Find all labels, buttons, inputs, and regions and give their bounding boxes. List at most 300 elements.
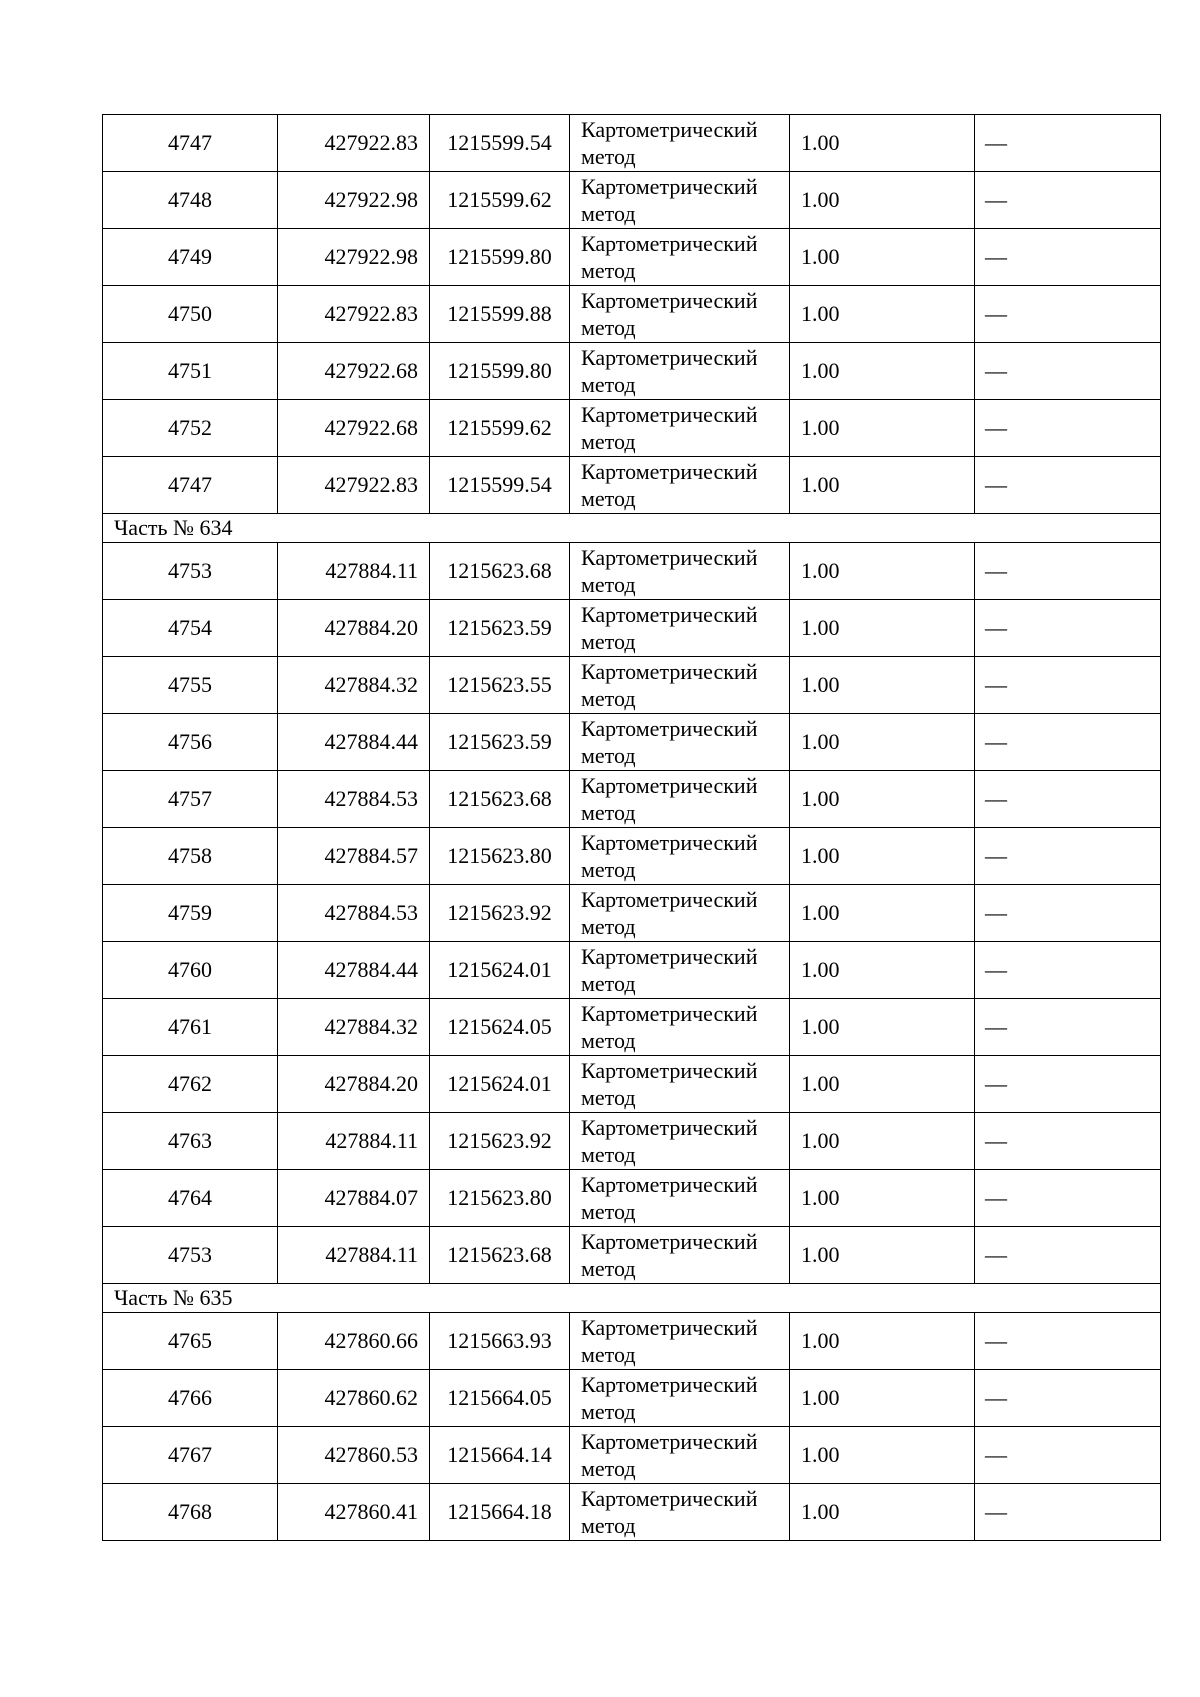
method-line-2: метод	[581, 429, 636, 454]
point-number-cell	[103, 1056, 278, 1113]
method-line-1: Картометрический	[581, 288, 758, 313]
method-line-1: Картометрический	[581, 545, 758, 570]
coord-y-cell	[430, 229, 570, 286]
description-value: —	[985, 1242, 1007, 1267]
method-cell	[570, 1227, 790, 1284]
section-header-row	[103, 1284, 1161, 1313]
coord-x-value: 427860.41	[324, 1499, 418, 1524]
method-line-1: Картометрический	[581, 1229, 758, 1254]
coord-x-value: 427922.68	[324, 358, 418, 383]
table-row	[103, 286, 1161, 343]
coord-y-cell	[430, 286, 570, 343]
point-number-cell	[103, 115, 278, 172]
method-cell	[570, 999, 790, 1056]
coord-y-value: 1215664.18	[447, 1499, 552, 1524]
description-cell	[975, 1427, 1161, 1484]
method-line-2: метод	[581, 629, 636, 654]
coord-x-cell	[278, 400, 430, 457]
coord-x-value: 427860.62	[324, 1385, 418, 1410]
coord-y-cell	[430, 543, 570, 600]
coord-y-cell	[430, 1170, 570, 1227]
accuracy-cell	[790, 115, 975, 172]
description-value: —	[985, 301, 1007, 326]
method-line-2: метод	[581, 686, 636, 711]
coord-x-value: 427884.44	[324, 957, 418, 982]
accuracy-cell	[790, 657, 975, 714]
method-line-1: Картометрический	[581, 231, 758, 256]
table-row	[103, 172, 1161, 229]
coord-y-cell	[430, 1313, 570, 1370]
method-line-1: Картометрический	[581, 830, 758, 855]
coord-x-value: 427922.68	[324, 415, 418, 440]
point-number-value: 4763	[168, 1128, 212, 1153]
coord-y-value: 1215599.62	[447, 187, 552, 212]
method-cell	[570, 771, 790, 828]
coord-x-value: 427884.32	[324, 672, 418, 697]
point-number-cell	[103, 457, 278, 514]
method-line-1: Картометрический	[581, 773, 758, 798]
coord-y-cell	[430, 600, 570, 657]
table-row	[103, 942, 1161, 999]
method-line-1: Картометрический	[581, 1172, 758, 1197]
point-number-cell	[103, 771, 278, 828]
coord-x-cell	[278, 885, 430, 942]
coord-y-cell	[430, 1227, 570, 1284]
point-number-value: 4751	[168, 358, 212, 383]
table-row	[103, 999, 1161, 1056]
coord-y-cell	[430, 115, 570, 172]
point-number-cell	[103, 828, 278, 885]
method-cell	[570, 828, 790, 885]
coord-x-cell	[278, 343, 430, 400]
description-cell	[975, 771, 1161, 828]
method-line-2: метод	[581, 572, 636, 597]
description-value: —	[985, 615, 1007, 640]
description-value: —	[985, 729, 1007, 754]
table-row	[103, 714, 1161, 771]
accuracy-value: 1.00	[801, 1128, 840, 1153]
accuracy-cell	[790, 828, 975, 885]
method-line-1: Картометрический	[581, 1001, 758, 1026]
point-number-cell	[103, 172, 278, 229]
coord-y-cell	[430, 172, 570, 229]
accuracy-cell	[790, 1227, 975, 1284]
method-cell	[570, 229, 790, 286]
accuracy-cell	[790, 1170, 975, 1227]
point-number-cell	[103, 1370, 278, 1427]
method-cell	[570, 1170, 790, 1227]
coord-x-value: 427922.83	[324, 301, 418, 326]
method-line-2: метод	[581, 1256, 636, 1281]
description-value: —	[985, 1499, 1007, 1524]
accuracy-cell	[790, 343, 975, 400]
coord-x-value: 427884.20	[324, 615, 418, 640]
accuracy-value: 1.00	[801, 358, 840, 383]
coord-x-cell	[278, 1484, 430, 1541]
method-cell	[570, 172, 790, 229]
method-line-1: Картометрический	[581, 1115, 758, 1140]
point-number-value: 4755	[168, 672, 212, 697]
method-cell	[570, 1113, 790, 1170]
description-cell	[975, 1484, 1161, 1541]
point-number-cell	[103, 286, 278, 343]
point-number-value: 4761	[168, 1014, 212, 1039]
table-row	[103, 828, 1161, 885]
point-number-value: 4768	[168, 1499, 212, 1524]
coord-y-value: 1215623.68	[447, 558, 552, 583]
coord-y-value: 1215599.80	[447, 244, 552, 269]
coord-y-cell	[430, 1484, 570, 1541]
coord-x-value: 427884.32	[324, 1014, 418, 1039]
coord-x-value: 427884.11	[325, 1128, 418, 1153]
description-cell	[975, 457, 1161, 514]
description-value: —	[985, 1328, 1007, 1353]
coord-y-cell	[430, 714, 570, 771]
method-line-1: Картометрический	[581, 402, 758, 427]
coord-x-cell	[278, 286, 430, 343]
method-cell	[570, 286, 790, 343]
method-cell	[570, 942, 790, 999]
description-cell	[975, 600, 1161, 657]
point-number-value: 4750	[168, 301, 212, 326]
section-header-row	[103, 514, 1161, 543]
point-number-cell	[103, 400, 278, 457]
description-cell	[975, 1056, 1161, 1113]
coord-x-cell	[278, 1313, 430, 1370]
coord-y-value: 1215599.80	[447, 358, 552, 383]
coord-y-value: 1215623.80	[447, 843, 552, 868]
accuracy-cell	[790, 1113, 975, 1170]
coord-y-cell	[430, 999, 570, 1056]
point-number-value: 4764	[168, 1185, 212, 1210]
method-line-2: метод	[581, 743, 636, 768]
method-line-2: метод	[581, 1342, 636, 1367]
accuracy-value: 1.00	[801, 843, 840, 868]
method-line-1: Картометрический	[581, 1315, 758, 1340]
method-line-2: метод	[581, 1513, 636, 1538]
description-cell	[975, 1170, 1161, 1227]
table-row	[103, 543, 1161, 600]
description-value: —	[985, 957, 1007, 982]
coord-x-cell	[278, 942, 430, 999]
method-line-1: Картометрический	[581, 1372, 758, 1397]
accuracy-cell	[790, 771, 975, 828]
table-row	[103, 1313, 1161, 1370]
description-cell	[975, 343, 1161, 400]
coord-x-cell	[278, 828, 430, 885]
coord-x-value: 427884.11	[325, 1242, 418, 1267]
description-cell	[975, 942, 1161, 999]
accuracy-cell	[790, 286, 975, 343]
table-row	[103, 229, 1161, 286]
coord-y-value: 1215599.62	[447, 415, 552, 440]
description-cell	[975, 229, 1161, 286]
description-value: —	[985, 472, 1007, 497]
coord-y-value: 1215624.05	[447, 1014, 552, 1039]
table-row	[103, 115, 1161, 172]
method-cell	[570, 600, 790, 657]
method-cell	[570, 343, 790, 400]
coord-y-cell	[430, 1113, 570, 1170]
description-value: —	[985, 415, 1007, 440]
method-line-1: Картометрический	[581, 887, 758, 912]
description-cell	[975, 1227, 1161, 1284]
table-row	[103, 771, 1161, 828]
coord-y-cell	[430, 1427, 570, 1484]
point-number-value: 4753	[168, 558, 212, 583]
table-row	[103, 457, 1161, 514]
table-row	[103, 1370, 1161, 1427]
accuracy-cell	[790, 1370, 975, 1427]
coord-x-value: 427922.83	[324, 472, 418, 497]
accuracy-cell	[790, 457, 975, 514]
coord-x-cell	[278, 115, 430, 172]
coord-x-cell	[278, 771, 430, 828]
method-line-2: метод	[581, 144, 636, 169]
coord-x-cell	[278, 1056, 430, 1113]
accuracy-cell	[790, 600, 975, 657]
coord-x-cell	[278, 543, 430, 600]
point-number-value: 4752	[168, 415, 212, 440]
table-row	[103, 885, 1161, 942]
point-number-value: 4762	[168, 1071, 212, 1096]
description-cell	[975, 115, 1161, 172]
accuracy-value: 1.00	[801, 1014, 840, 1039]
coord-x-value: 427884.44	[324, 729, 418, 754]
description-value: —	[985, 1442, 1007, 1467]
accuracy-value: 1.00	[801, 1442, 840, 1467]
method-cell	[570, 1427, 790, 1484]
method-line-1: Картометрический	[581, 459, 758, 484]
point-number-cell	[103, 657, 278, 714]
description-cell	[975, 1370, 1161, 1427]
accuracy-value: 1.00	[801, 1242, 840, 1267]
coord-x-cell	[278, 172, 430, 229]
section-title: Часть № 635	[103, 1284, 1161, 1313]
accuracy-value: 1.00	[801, 187, 840, 212]
coord-x-cell	[278, 714, 430, 771]
description-value: —	[985, 1128, 1007, 1153]
table-row	[103, 1170, 1161, 1227]
method-line-2: метод	[581, 1399, 636, 1424]
accuracy-value: 1.00	[801, 1328, 840, 1353]
method-line-2: метод	[581, 914, 636, 939]
description-value: —	[985, 130, 1007, 155]
accuracy-value: 1.00	[801, 1185, 840, 1210]
description-value: —	[985, 1385, 1007, 1410]
method-line-1: Картометрический	[581, 1486, 758, 1511]
table-row	[103, 343, 1161, 400]
coord-x-value: 427922.98	[324, 244, 418, 269]
accuracy-cell	[790, 400, 975, 457]
coord-y-cell	[430, 657, 570, 714]
coord-x-value: 427884.07	[324, 1185, 418, 1210]
accuracy-cell	[790, 543, 975, 600]
accuracy-cell	[790, 1427, 975, 1484]
method-line-1: Картометрический	[581, 659, 758, 684]
coord-y-value: 1215623.68	[447, 1242, 552, 1267]
coord-x-value: 427922.98	[324, 187, 418, 212]
coord-x-cell	[278, 1113, 430, 1170]
method-line-1: Картометрический	[581, 1058, 758, 1083]
method-cell	[570, 1370, 790, 1427]
coord-y-value: 1215599.88	[447, 301, 552, 326]
description-value: —	[985, 244, 1007, 269]
coord-x-cell	[278, 999, 430, 1056]
point-number-cell	[103, 1170, 278, 1227]
point-number-cell	[103, 1313, 278, 1370]
coord-y-cell	[430, 457, 570, 514]
method-cell	[570, 1313, 790, 1370]
section-title: Часть № 634	[103, 514, 1161, 543]
description-cell	[975, 400, 1161, 457]
description-value: —	[985, 558, 1007, 583]
accuracy-value: 1.00	[801, 130, 840, 155]
point-number-cell	[103, 1484, 278, 1541]
description-cell	[975, 828, 1161, 885]
table-row	[103, 1113, 1161, 1170]
coord-y-value: 1215623.92	[447, 1128, 552, 1153]
coord-x-value: 427884.11	[325, 558, 418, 583]
accuracy-value: 1.00	[801, 1385, 840, 1410]
table-row	[103, 1484, 1161, 1541]
method-line-1: Картометрический	[581, 345, 758, 370]
description-cell	[975, 1313, 1161, 1370]
accuracy-value: 1.00	[801, 301, 840, 326]
description-cell	[975, 1113, 1161, 1170]
coord-y-value: 1215623.55	[447, 672, 552, 697]
description-value: —	[985, 843, 1007, 868]
method-cell	[570, 543, 790, 600]
description-value: —	[985, 1071, 1007, 1096]
coord-x-value: 427860.66	[324, 1328, 418, 1353]
method-line-1: Картометрический	[581, 602, 758, 627]
method-cell	[570, 1484, 790, 1541]
method-line-1: Картометрический	[581, 716, 758, 741]
coord-y-cell	[430, 828, 570, 885]
method-line-2: метод	[581, 201, 636, 226]
coord-x-value: 427884.53	[324, 786, 418, 811]
point-number-value: 4756	[168, 729, 212, 754]
point-number-value: 4754	[168, 615, 212, 640]
accuracy-value: 1.00	[801, 900, 840, 925]
coord-y-value: 1215663.93	[447, 1328, 552, 1353]
coord-x-cell	[278, 457, 430, 514]
description-cell	[975, 714, 1161, 771]
method-cell	[570, 1056, 790, 1113]
point-number-cell	[103, 543, 278, 600]
coordinates-table	[102, 114, 1161, 1541]
coord-x-cell	[278, 1227, 430, 1284]
description-value: —	[985, 900, 1007, 925]
method-line-2: метод	[581, 315, 636, 340]
point-number-value: 4760	[168, 957, 212, 982]
point-number-cell	[103, 885, 278, 942]
point-number-cell	[103, 600, 278, 657]
point-number-value: 4748	[168, 187, 212, 212]
method-line-2: метод	[581, 1142, 636, 1167]
accuracy-value: 1.00	[801, 558, 840, 583]
accuracy-cell	[790, 942, 975, 999]
method-line-2: метод	[581, 486, 636, 511]
coord-x-cell	[278, 229, 430, 286]
description-cell	[975, 885, 1161, 942]
table-row	[103, 400, 1161, 457]
coord-y-cell	[430, 885, 570, 942]
description-value: —	[985, 1014, 1007, 1039]
coord-y-value: 1215599.54	[447, 130, 552, 155]
accuracy-value: 1.00	[801, 786, 840, 811]
coord-x-value: 427884.53	[324, 900, 418, 925]
accuracy-value: 1.00	[801, 1071, 840, 1096]
method-line-1: Картометрический	[581, 944, 758, 969]
coord-y-value: 1215664.14	[447, 1442, 552, 1467]
description-cell	[975, 657, 1161, 714]
method-cell	[570, 400, 790, 457]
coord-y-value: 1215624.01	[447, 957, 552, 982]
method-line-1: Картометрический	[581, 174, 758, 199]
coord-x-cell	[278, 600, 430, 657]
method-line-2: метод	[581, 258, 636, 283]
table-row	[103, 1427, 1161, 1484]
coord-y-value: 1215599.54	[447, 472, 552, 497]
coord-y-value: 1215623.68	[447, 786, 552, 811]
accuracy-value: 1.00	[801, 957, 840, 982]
coord-x-cell	[278, 657, 430, 714]
method-cell	[570, 457, 790, 514]
method-cell	[570, 657, 790, 714]
point-number-cell	[103, 942, 278, 999]
method-line-2: метод	[581, 800, 636, 825]
accuracy-cell	[790, 1484, 975, 1541]
point-number-cell	[103, 343, 278, 400]
accuracy-cell	[790, 1056, 975, 1113]
method-line-2: метод	[581, 372, 636, 397]
coord-x-cell	[278, 1170, 430, 1227]
coord-y-value: 1215623.59	[447, 615, 552, 640]
point-number-value: 4747	[168, 472, 212, 497]
coord-x-value: 427922.83	[324, 130, 418, 155]
method-line-2: метод	[581, 1456, 636, 1481]
point-number-cell	[103, 999, 278, 1056]
accuracy-value: 1.00	[801, 472, 840, 497]
coord-y-cell	[430, 942, 570, 999]
description-value: —	[985, 358, 1007, 383]
coordinates-table-body	[103, 115, 1161, 1541]
method-line-1: Картометрический	[581, 117, 758, 142]
method-line-1: Картометрический	[581, 1429, 758, 1454]
accuracy-cell	[790, 885, 975, 942]
coord-y-value: 1215664.05	[447, 1385, 552, 1410]
coord-y-cell	[430, 343, 570, 400]
accuracy-cell	[790, 229, 975, 286]
method-cell	[570, 714, 790, 771]
coord-y-cell	[430, 1056, 570, 1113]
accuracy-value: 1.00	[801, 615, 840, 640]
description-cell	[975, 286, 1161, 343]
coord-y-value: 1215623.80	[447, 1185, 552, 1210]
accuracy-value: 1.00	[801, 244, 840, 269]
method-line-2: метод	[581, 857, 636, 882]
accuracy-cell	[790, 1313, 975, 1370]
coord-x-cell	[278, 1370, 430, 1427]
coord-y-value: 1215623.92	[447, 900, 552, 925]
point-number-value: 4758	[168, 843, 212, 868]
accuracy-value: 1.00	[801, 1499, 840, 1524]
coord-x-value: 427884.57	[324, 843, 418, 868]
coord-y-cell	[430, 400, 570, 457]
table-row	[103, 657, 1161, 714]
